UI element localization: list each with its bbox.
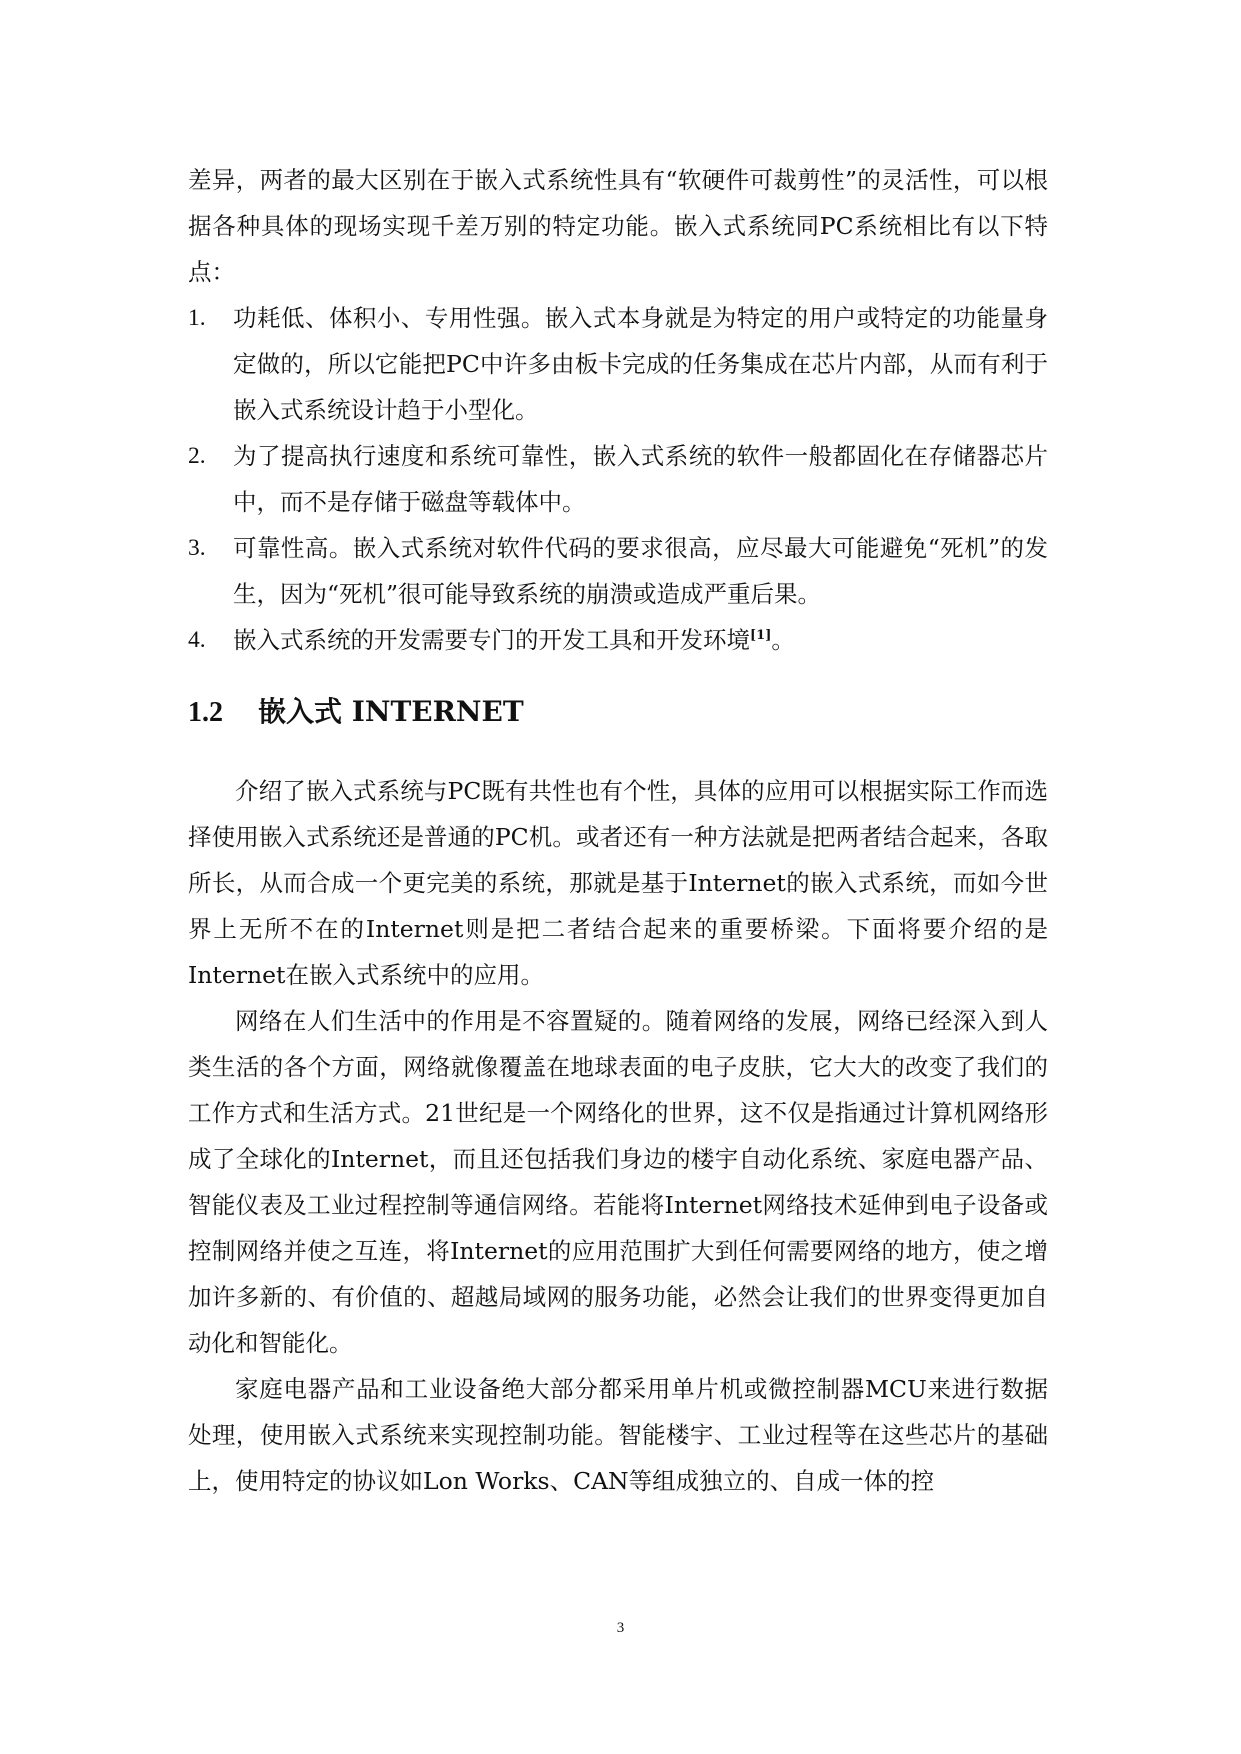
- list-item-text: 为了提高执行速度和系统可靠性，嵌入式系统的软件一般都固化在存储器芯片中，而不是存储于磁盘等载体中。: [233, 442, 1048, 516]
- list-item-text: 嵌入式系统的开发需要专门的开发工具和开发环境: [233, 626, 750, 654]
- body-paragraph: 家庭电器产品和工业设备绝大部分都采用单片机或微控制器MCU来进行数据处理，使用嵌入式系统来实现控制功能。智能楼宇、工业过程等在这些芯片的基础上，使用特定的协议如Lon Works、CAN等组成独立的、自成一体的控: [188, 1375, 1048, 1495]
- section-heading: [188, 689, 1048, 736]
- list-item-tail: 。: [771, 626, 795, 654]
- page-number: 3: [616, 1620, 625, 1636]
- list-item: [188, 433, 1048, 525]
- list-item-number: 1.: [188, 305, 206, 331]
- list-item: [188, 525, 1048, 617]
- list-item: [188, 617, 1048, 663]
- body-paragraph: 网络在人们生活中的作用是不容置疑的。随着网络的发展，网络已经深入到人类生活的各个方面，网络就像覆盖在地球表面的电子皮肤，它大大的改变了我们的工作方式和生活方式。21世纪是一个网络化的世界，这不仅是指通过计算机网络形成了全球化的Internet，而且还包括我们身边的楼宇自动化系统、家庭电器产品、智能仪表及工业过程控制等通信网络。若能将Internet网络技术延伸到电子设备或控制网络并使之互连，将Internet的应用范围扩大到任何需要网络的地方，使之增加许多新的、有价值的、超越局域网的服务功能，必然会让我们的世界变得更加自动化和智能化。: [188, 1007, 1048, 1357]
- list-item-text: 功耗低、体积小、专用性强。嵌入式本身就是为特定的用户或特定的功能量身定做的，所以它能把PC中许多由板卡完成的任务集成在芯片内部，从而有利于嵌入式系统设计趋于小型化。: [233, 304, 1048, 424]
- list-item-number: 4.: [188, 627, 206, 653]
- feature-list: [188, 295, 1048, 663]
- list-item: [188, 295, 1048, 433]
- section-title: 嵌入式 INTERNET: [258, 695, 524, 728]
- list-item-number: 3.: [188, 535, 206, 561]
- section-number: 1.2: [188, 697, 223, 728]
- body-paragraph: 介绍了嵌入式系统与PC既有共性也有个性，具体的应用可以根据实际工作而选择使用嵌入式系统还是普通的PC机。或者还有一种方法就是把两者结合起来，各取所长，从而合成一个更完美的系统，那就是基于Internet的嵌入式系统，而如今世界上无所不在的Internet则是把二者结合起来的重要桥梁。下面将要介绍的是Internet在嵌入式系统中的应用。: [188, 777, 1048, 989]
- list-item-text: 可靠性高。嵌入式系统对软件代码的要求很高，应尽最大可能避免“死机”的发生，因为“死机”很可能导致系统的崩溃或造成严重后果。: [233, 534, 1048, 608]
- list-item-number: 2.: [188, 443, 206, 469]
- document-page: [188, 157, 1048, 1504]
- citation-ref[interactable]: [1]: [750, 628, 772, 644]
- intro-paragraph: 差异，两者的最大区别在于嵌入式系统性具有“软硬件可裁剪性”的灵活性，可以根据各种具体的现场实现千差万别的特定功能。嵌入式系统同PC系统相比有以下特点：: [188, 166, 1048, 286]
